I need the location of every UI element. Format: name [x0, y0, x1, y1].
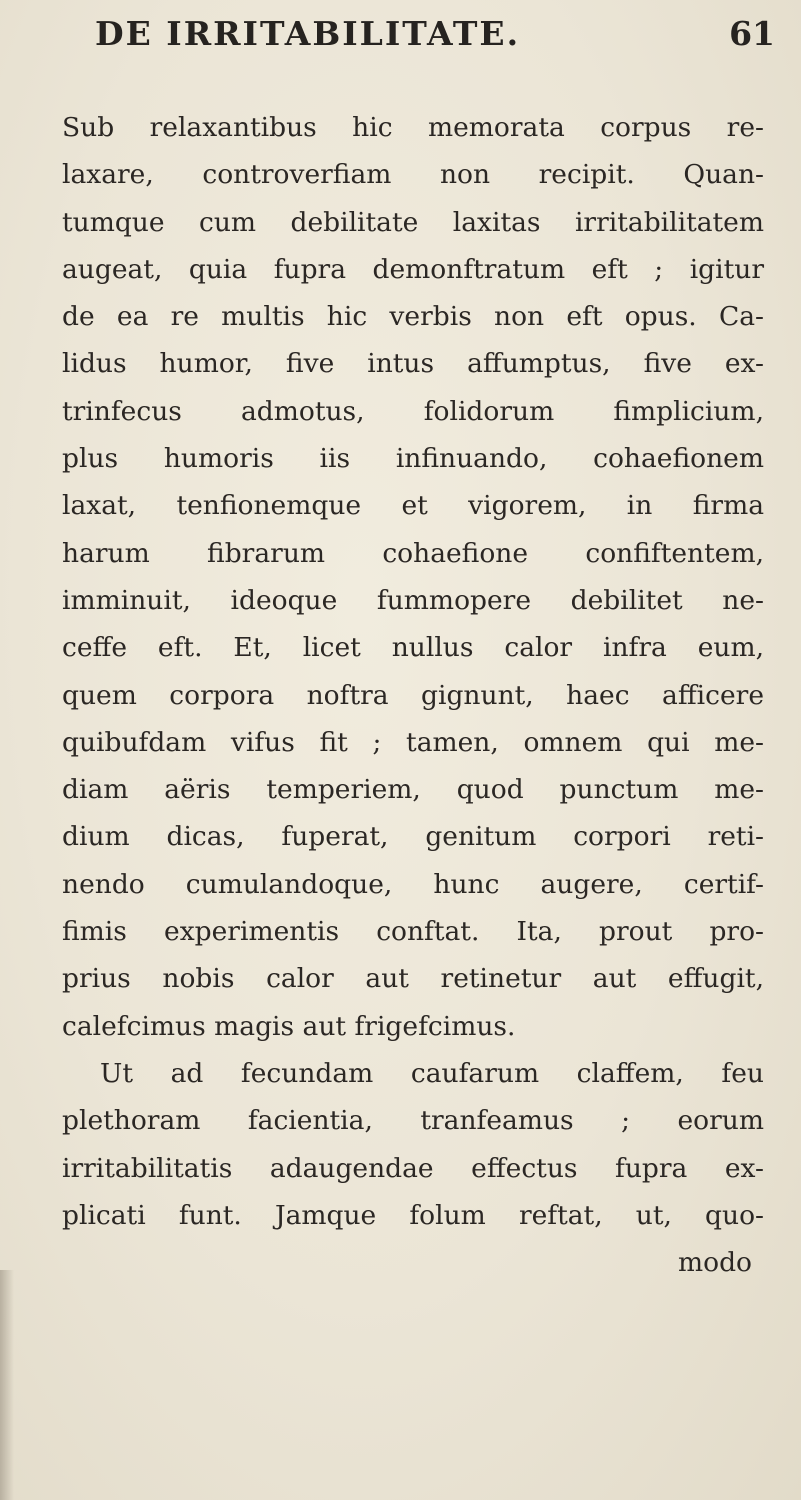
text-line: quem corpora noftra gignunt, haec afficere: [62, 679, 764, 711]
text-line: diam aëris temperiem, quod punctum me-: [62, 774, 764, 806]
text-line: irritabilitatis adaugendae effectus fupra ex-: [62, 1152, 764, 1184]
text-line: lidus humor, five intus affumptus, five ex-: [62, 348, 764, 380]
page-header: [95, 14, 775, 64]
text-line: plicati funt. Jamque folum reftat, ut, quo-: [62, 1199, 764, 1231]
text-line: de ea re multis hic verbis non eft opus. Ca-: [62, 301, 764, 333]
text-line: plus humoris iis infinuando, cohaefionem: [62, 443, 764, 475]
text-line: laxare, controverfiam non recipit. Quan-: [62, 159, 764, 191]
running-title: DE IRRITABILITATE.: [95, 14, 521, 53]
text-line: augeat, quia fupra demonftratum eft ; igitur: [62, 253, 764, 285]
text-line: quibufdam vifus fit ; tamen, omnem qui me-: [62, 726, 764, 758]
text-line: dium dicas, fuperat, genitum corpori reti-: [62, 821, 764, 853]
text-line: nendo cumulandoque, hunc augere, certif-: [62, 868, 764, 900]
text-line: fimis experimentis conftat. Ita, prout pro-: [62, 916, 764, 948]
text-line: tumque cum debilitate laxitas irritabilitatem: [62, 206, 764, 238]
text-line: plethoram facientia, tranfeamus ; eorum: [62, 1105, 764, 1137]
page-edge-shadow: [0, 1270, 14, 1500]
catchword: modo: [677, 1247, 752, 1279]
body-text: [62, 104, 764, 1286]
page-number: 61: [729, 14, 775, 53]
text-line: imminuit, ideoque fummopere debilitet ne-: [62, 584, 764, 616]
text-line: Sub relaxantibus hic memorata corpus re-: [62, 112, 764, 143]
text-line-paragraph-end: calefcimus magis aut frigefcimus.: [62, 1010, 516, 1042]
text-line: harum fibrarum cohaefione confiftentem,: [62, 537, 764, 569]
text-line-paragraph-start: Ut ad fecundam caufarum claffem, feu: [100, 1057, 764, 1089]
text-line: ceffe eft. Et, licet nullus calor infra eum,: [62, 632, 764, 664]
text-line: prius nobis calor aut retinetur aut effugit,: [62, 963, 764, 995]
text-line: laxat, tenfionemque et vigorem, in firma: [62, 490, 764, 522]
text-line: trinfecus admotus, folidorum fimplicium,: [62, 395, 764, 427]
